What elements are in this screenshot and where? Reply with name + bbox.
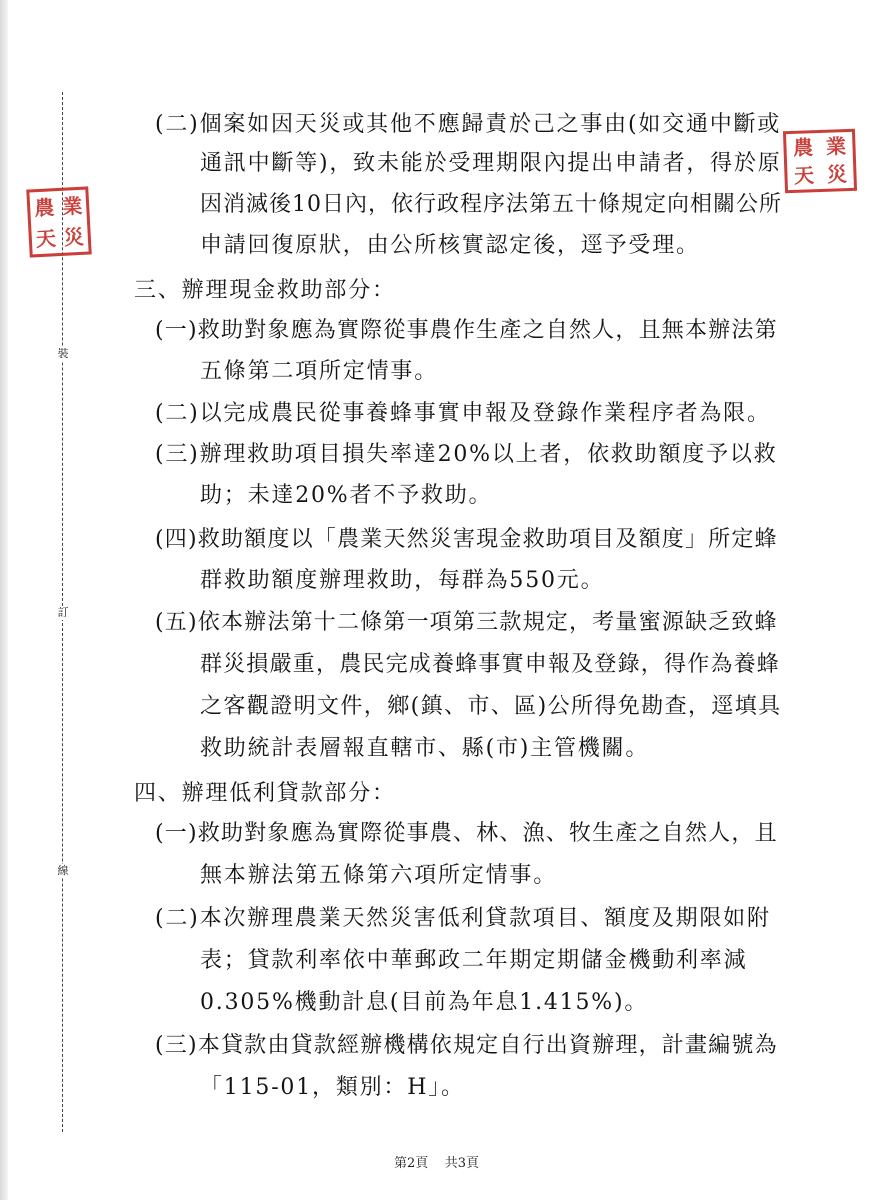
text-line: (五)依本辦法第十二條第一項第三款規定，考量蜜源缺乏致蜂 [155, 610, 778, 635]
text-line: 「115-01，類別：H」。 [200, 1075, 465, 1100]
text-line: 之客觀證明文件，鄉(鎮、市、區)公所得免勘查，逕填具 [200, 694, 782, 719]
text-line: 通訊中斷等)，致未能於受理期限內提出申請者，得於原 [200, 151, 782, 176]
text-line: (二)個案如因天災或其他不應歸責於己之事由(如交通中斷或 [155, 112, 782, 137]
binding-char-ding: 訂 [52, 606, 74, 620]
page-edge [0, 0, 8, 1200]
text-line: (一)救助對象應為實際從事農作生產之自然人，且無本辦法第 [155, 318, 778, 343]
text-line: (二)本次辦理農業天然災害低利貸款項目、額度及期限如附 [155, 906, 771, 931]
text-line: 群救助額度辦理救助，每群為550元。 [200, 568, 605, 593]
binding-char-zhuang: 裝 [52, 347, 74, 361]
text-line: (二)以完成農民從事養蜂事實申報及登錄作業程序者為限。 [155, 401, 771, 426]
text-line: (一)救助對象應為實際從事農、林、漁、牧生產之自然人，且 [155, 821, 778, 846]
text-line: 助；未達20%者不予救助。 [200, 483, 493, 508]
text-line: 因消滅後10日內，依行政程序法第五十條規定向相關公所 [200, 192, 782, 217]
text-line: 救助統計表層報直轄市、縣(市)主管機關。 [200, 736, 650, 761]
binding-char-xian: 線 [52, 864, 74, 878]
text-line: 表；貸款利率依中華郵政二年期定期儲金機動利率減 [200, 948, 748, 973]
section-heading: 四、辦理低利貸款部分： [134, 781, 396, 806]
text-line: (三)本貸款由貸款經辦機構依規定自行出資辦理，計畫編號為 [155, 1033, 778, 1058]
official-seal-right: 農 業 天 災 [783, 129, 857, 193]
page-footer: 第2頁 共3頁 [393, 1156, 480, 1171]
text-line: 無本辦法第五條第六項所定情事。 [200, 863, 558, 888]
official-seal-left: 農 業 天 災 [26, 186, 91, 257]
section-heading: 三、辦理現金救助部分： [134, 278, 396, 303]
text-line: 0.305%機動計息(目前為年息1.415%)。 [200, 990, 649, 1015]
text-line: (三)辦理救助項目損失率達20%以上者，依救助額度予以救 [155, 442, 778, 467]
text-line: 五條第二項所定情事。 [200, 359, 439, 384]
text-line: 申請回復原狀，由公所核實認定後，逕予受理。 [200, 233, 700, 258]
text-line: 群災損嚴重，農民完成養蜂事實申報及登錄，得作為養蜂 [200, 652, 781, 677]
text-line: (四)救助額度以「農業天然災害現金救助項目及額度」所定蜂 [155, 527, 778, 552]
